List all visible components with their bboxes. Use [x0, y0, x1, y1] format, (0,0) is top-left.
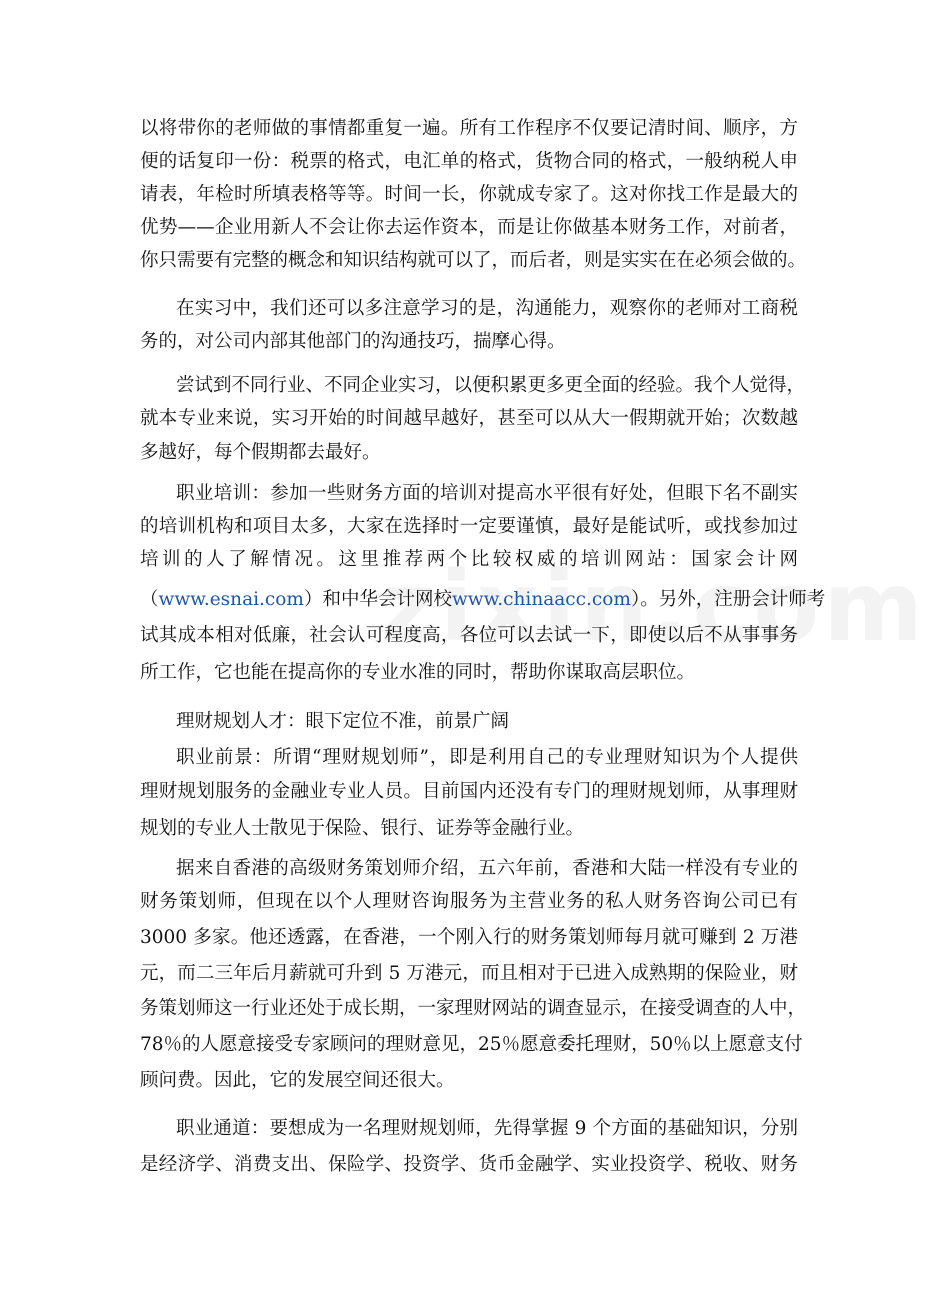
- paragraph-line: 3000 多家。他还透露，在香港，一个刚入行的财务策划师每月就可赚到 2 万港: [140, 927, 798, 948]
- paragraph-line: 务的，对公司内部其他部门的沟通技巧，揣摩心得。: [140, 331, 566, 352]
- paragraph-line: 尝试到不同行业、不同企业实习，以便积累更多更全面的经验。我个人觉得，: [176, 375, 806, 396]
- paragraph-line: 便的话复印一份：税票的格式，电汇单的格式，货物合同的格式，一般纳税人申: [140, 151, 798, 172]
- paragraph-line: 元，而二三年后月薪就可升到 5 万港元，而且相对于已进入成熟期的保险业，财: [140, 963, 798, 984]
- paragraph-line: 多越好，每个假期都去最好。: [140, 442, 381, 463]
- paragraph-line-with-links: [140, 584, 826, 616]
- link-trailing-text: ）。另外，注册会计师考: [630, 589, 826, 610]
- section-heading: 理财规划人才：眼下定位不准，前景广阔: [176, 711, 510, 732]
- paragraph-line: 务策划师这一行业还处于成长期，一家理财网站的调查显示，在接受调查的人中，: [140, 998, 807, 1019]
- paragraph-line: 78％的人愿意接受专家顾问的理财意见，25％愿意委托理财，50％以上愿意支付: [140, 1034, 803, 1055]
- paragraph-line: 顾问费。因此，它的发展空间还很大。: [140, 1070, 455, 1091]
- chinaacc-link[interactable]: www.chinaacc.com: [451, 589, 631, 610]
- esnai-link[interactable]: www.esnai.com: [158, 589, 304, 610]
- paragraph-line: 职业培训：参加一些财务方面的培训对提高水平很有好处，但眼下名不副实: [176, 483, 798, 504]
- paragraph-line: 就本专业来说，实习开始的时间越早越好，甚至可以从大一假期就开始；次数越: [140, 408, 798, 429]
- paragraph-line: 理财规划服务的金融业专业人员。目前国内还没有专门的理财规划师，从事理财: [140, 781, 798, 802]
- paragraph-line: 在实习中，我们还可以多注意学习的是，沟通能力，观察你的老师对工商税: [176, 298, 798, 319]
- paren-open: （: [140, 589, 159, 610]
- paragraph-line: 请表，年检时所填表格等等。时间一长，你就成专家了。这对你找工作是最大的: [140, 184, 798, 205]
- paragraph-line: 优势——企业用新人不会让你去运作资本，而是让你做基本财务工作，对前者，: [140, 217, 798, 238]
- paragraph-line: 培训的人了解情况。这里推荐两个比较权威的培训网站：国家会计网: [140, 549, 798, 570]
- paragraph-line: 试其成本相对低廉，社会认可程度高，各位可以去试一下，即使以后不从事事务: [140, 625, 798, 646]
- paragraph-line: 职业前景：所谓“理财规划师”，即是利用自己的专业理财知识为个人提供: [176, 747, 798, 768]
- paragraph-line: 据来自香港的高级财务策划师介绍，五六年前，香港和大陆一样没有专业的: [176, 858, 798, 879]
- paragraph-line: 以将带你的老师做的事情都重复一遍。所有工作程序不仅要记清时间、顺序，方: [140, 118, 798, 139]
- paragraph-line: 所工作，它也能在提高你的专业水准的同时，帮助你谋取高层职位。: [140, 662, 696, 683]
- paragraph-line: 财务策划师，但现在以个人理财咨询服务为主营业务的私人财务咨询公司已有: [140, 891, 798, 912]
- link-connector-text: ）和中华会计网校: [303, 589, 452, 610]
- paragraph-line: 职业通道：要想成为一名理财规划师，先得掌握 9 个方面的基础知识，分别: [176, 1118, 798, 1139]
- paragraph-line: 你只需要有完整的概念和知识结构就可以了，而后者，则是实实在在必须会做的。: [140, 250, 807, 271]
- paragraph-line: 是经济学、消费支出、保险学、投资学、货币金融学、实业投资学、税收、财务: [140, 1154, 798, 1175]
- paragraph-line: 规划的专业人士散见于保险、银行、证券等金融行业。: [140, 818, 585, 839]
- paragraph-line: 的培训机构和项目太多，大家在选择时一定要谨慎，最好是能试听，或找参加过: [140, 516, 798, 537]
